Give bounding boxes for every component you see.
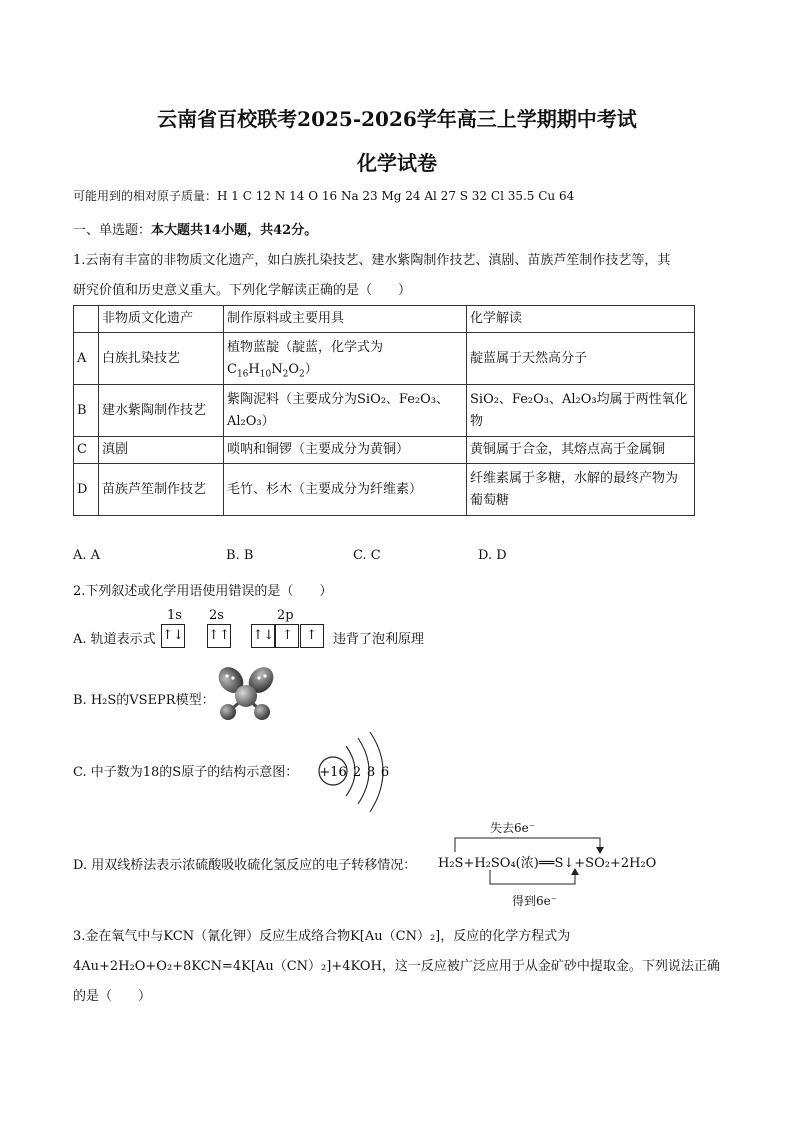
orbital-label-2p: 2p bbox=[277, 608, 294, 623]
exam-title: 云南省百校联考2025-2026学年高三上学期期中考试 bbox=[157, 107, 637, 131]
shell-electrons: 6 bbox=[380, 765, 390, 780]
orbital-box-2p: ↑ bbox=[275, 624, 299, 648]
shell-electrons: 8 bbox=[366, 765, 376, 780]
section-heading bbox=[73, 219, 317, 238]
heritage-cell: 建水紫陶制作技艺 bbox=[99, 385, 224, 437]
orbital-label-2s: 2s bbox=[209, 608, 224, 623]
sulfur-atom bbox=[235, 685, 257, 707]
q2-stem: 2.下列叙述或化学用语使用错误的是（ ） bbox=[73, 584, 333, 599]
material-cell: 紫陶泥料（主要成分为SiO₂、Fe₂O₃、 Al₂O₃） bbox=[224, 385, 467, 437]
reading-cell: 靛蓝属于天然高分子 bbox=[467, 333, 695, 385]
q1-option-d[interactable]: D. D bbox=[478, 548, 507, 563]
reading-cell: SiO₂、Fe₂O₃、Al₂O₃均属于两性氧化 物 bbox=[467, 385, 695, 437]
hydrogen-atom bbox=[220, 704, 236, 720]
atomic-masses: 可能用到的相对原子质量：H 1 C 12 N 14 O 16 Na 23 Mg 24 Al 27 S 32 Cl 35.5 Cu 64 bbox=[73, 189, 575, 203]
q1-stem-line1: 1.云南有丰富的非物质文化遗产，如白族扎染技艺、建水紫陶制作技艺、滇剧、苗族芦笙制作技艺等，其 bbox=[73, 253, 671, 268]
q2-a-suffix: 违背了泡利原理 bbox=[333, 632, 425, 647]
hydrogen-atom bbox=[254, 704, 270, 720]
q2-option-a[interactable] bbox=[73, 628, 156, 647]
heritage-cell: 苗族芦笙制作技艺 bbox=[99, 464, 224, 516]
header-cell bbox=[74, 306, 99, 333]
row-key: B bbox=[74, 385, 99, 437]
header-cell: 化学解读 bbox=[467, 306, 695, 333]
q1-option-a[interactable]: A. A bbox=[73, 548, 101, 563]
heritage-cell: 滇剧 bbox=[99, 437, 224, 464]
table-row bbox=[74, 464, 695, 516]
q3-line2: 4Au+2H₂O+O₂+8KCN=4K[Au（CN）₂]+4KOH，这一反应被广泛应用于从金矿砂中提取金。下列说法正确 bbox=[73, 959, 720, 974]
bottom-bridge-line bbox=[490, 870, 575, 884]
q1-option-b[interactable]: B. B bbox=[226, 548, 254, 563]
material-cell: 唢呐和铜锣（主要成分为黄铜） bbox=[224, 437, 467, 464]
q3-line3: 的是（ ） bbox=[73, 989, 152, 1004]
shell-electrons: 2 bbox=[352, 765, 362, 780]
row-key: C bbox=[74, 437, 99, 464]
table-row bbox=[74, 333, 695, 385]
material-cell: 植物蓝靛（靛蓝，化学式为 $C_{16}H_{10}N_2O_2$） bbox=[224, 333, 467, 385]
q1-table bbox=[73, 305, 695, 516]
orbital-box-1s: ↑↓ bbox=[161, 624, 185, 648]
q1-option-c[interactable]: C. C bbox=[353, 548, 381, 563]
q1-stem-line2: 研究价值和历史意义重大。下列化学解读正确的是（ ） bbox=[73, 283, 412, 298]
exam-subtitle: 化学试卷 bbox=[357, 151, 437, 175]
orbital-box-2p: ↑↓ bbox=[251, 624, 275, 648]
orbital-box-2p: ↑ bbox=[300, 624, 324, 648]
q2-option-d[interactable]: D. 用双线桥法表示浓硫酸吸收硫化氢反应的电子转移情况： bbox=[73, 858, 417, 873]
table-row bbox=[74, 437, 695, 464]
q2-a-prefix: A. 轨道表示式 bbox=[73, 632, 156, 647]
header-cell: 非物质文化遗产 bbox=[99, 306, 224, 333]
reading-cell: 黄铜属于合金，其熔点高于金属铜 bbox=[467, 437, 695, 464]
heritage-cell: 白族扎染技艺 bbox=[99, 333, 224, 385]
top-bridge-line bbox=[455, 838, 600, 852]
material-cell: 毛竹、杉木（主要成分为纤维素） bbox=[224, 464, 467, 516]
row-key: A bbox=[74, 333, 99, 385]
orbital-box-2s: ↑↑ bbox=[207, 624, 231, 648]
row-key: D bbox=[74, 464, 99, 516]
lose-electrons-label: 失去6e⁻ bbox=[490, 821, 536, 835]
q2-option-b[interactable]: B. H₂S的VSEPR模型： bbox=[73, 693, 215, 708]
atom-structure-diagram bbox=[316, 732, 390, 814]
q2-option-c[interactable]: C. 中子数为18的S原子的结构示意图： bbox=[73, 765, 299, 780]
section-label: 一、单选题： bbox=[73, 223, 152, 238]
header-cell: 制作原料或主要用具 bbox=[224, 306, 467, 333]
redox-equation: H₂S+H₂SO₄(浓)══S↓+SO₂+2H₂O bbox=[438, 856, 657, 871]
q3-line1: 3.金在氧气中与KCN（氰化钾）反应生成络合物K[Au（CN）₂]，反应的化学方程式为 bbox=[73, 929, 571, 944]
table-row bbox=[74, 385, 695, 437]
nucleus-charge: +16 bbox=[319, 765, 347, 780]
section-desc: 本大题共14小题，共42分。 bbox=[151, 223, 318, 238]
vsepr-model-image bbox=[215, 664, 277, 722]
table-header-row bbox=[74, 306, 695, 333]
gain-electrons-label: 得到6e⁻ bbox=[512, 894, 558, 908]
orbital-label-1s: 1s bbox=[167, 608, 182, 623]
reading-cell: 纤维素属于多糖，水解的最终产物为 葡萄糖 bbox=[467, 464, 695, 516]
orbital-diagram bbox=[161, 624, 324, 648]
